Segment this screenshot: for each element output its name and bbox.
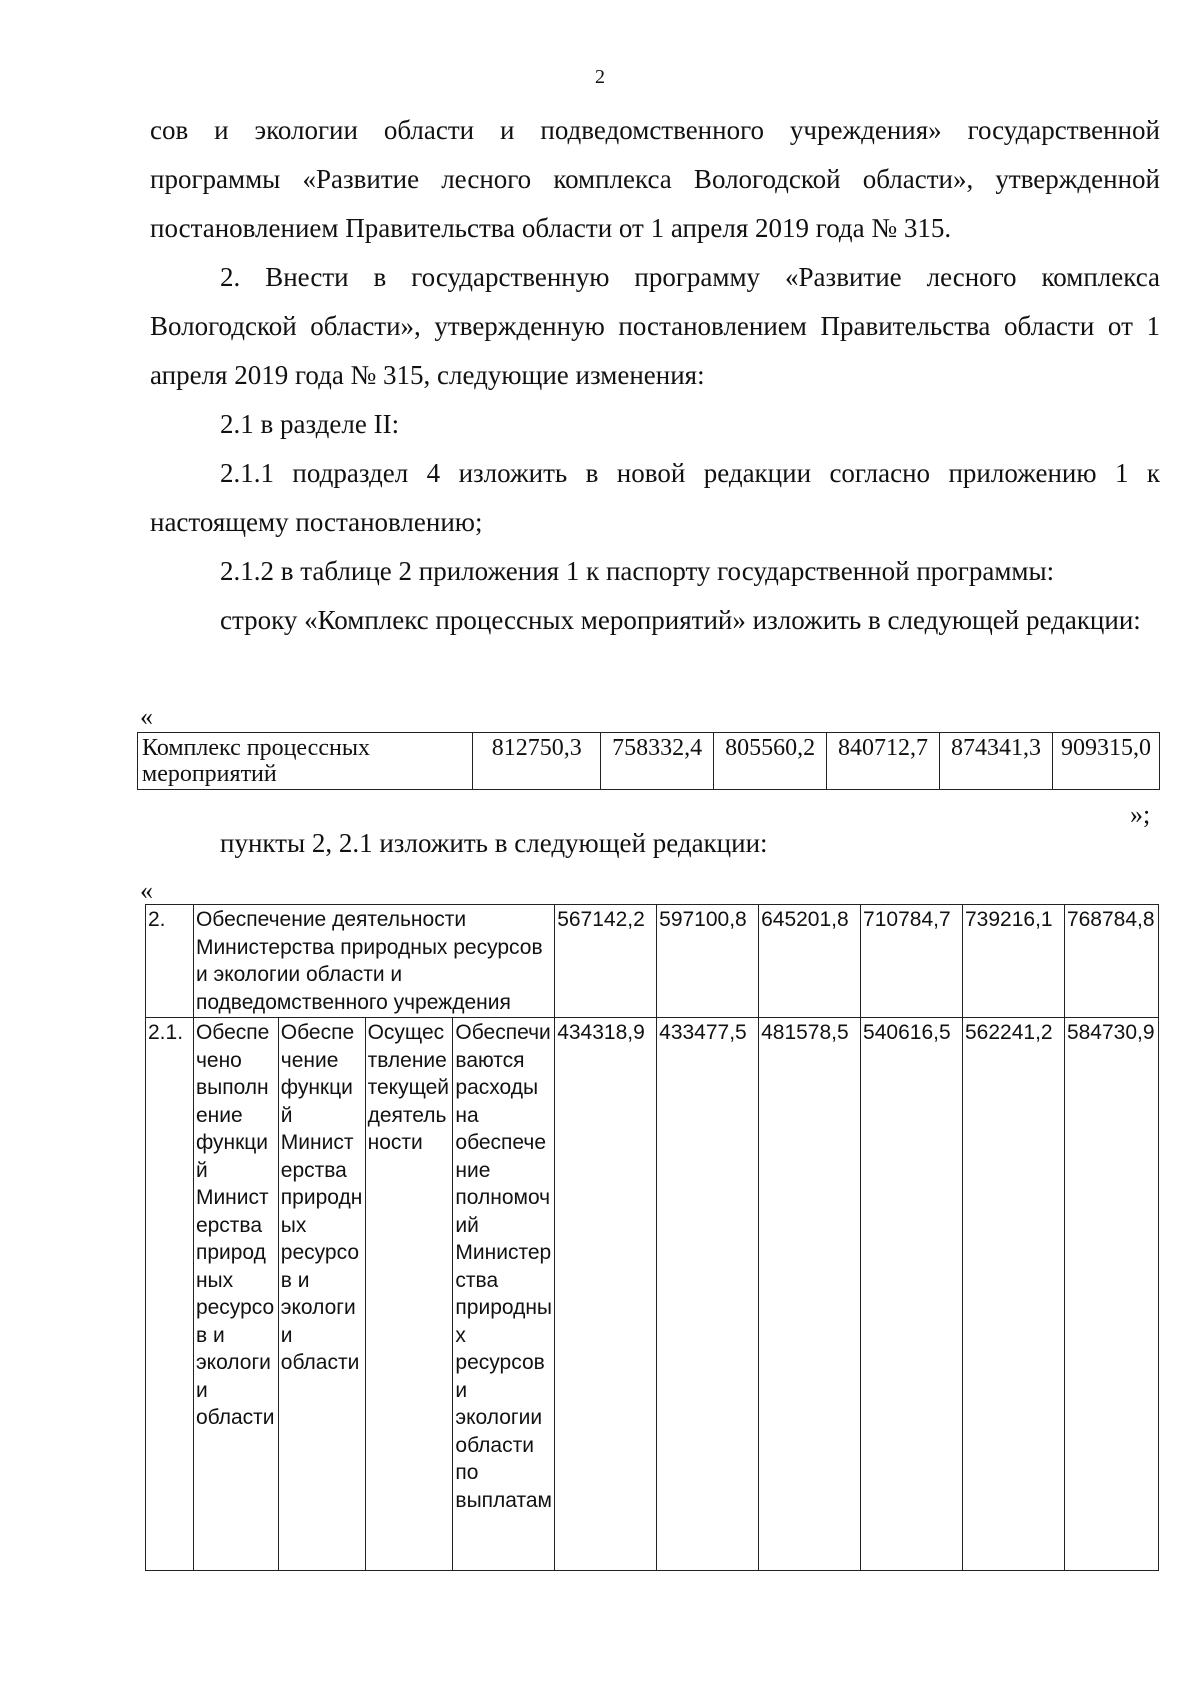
paragraph-item-2-1: 2.1 в разделе II: xyxy=(220,409,400,439)
row-label: Комплекс процессных мероприятий xyxy=(138,733,473,790)
paragraph-item-2: 2. Внести в государственную программу «Развитие лесного комплекса Вологодской области», утвержденную постановлением Правительства области от 1 апреля 2019 года № 315, следующие изменения: xyxy=(150,262,1160,390)
value-cell: 584730,9 xyxy=(1064,1018,1158,1571)
document-body-2 xyxy=(150,819,1160,868)
table-row xyxy=(146,1018,1159,1571)
value-cell: 840712,7 xyxy=(827,733,940,790)
result-cell: Обеспечено выполнение функций Министерства природных ресурсов и экологии области xyxy=(193,1018,278,1571)
closing-quote-1: »; xyxy=(1130,800,1151,829)
value-cell: 710784,7 xyxy=(861,905,963,1018)
row-number: 2.1. xyxy=(146,1018,194,1571)
value-cell: 805560,2 xyxy=(714,733,827,790)
process-measures-table xyxy=(137,732,1160,790)
paragraph-item-2-1-2: 2.1.2 в таблице 2 приложения 1 к паспорту государственной программы: xyxy=(220,556,1055,586)
activity-cell: Осуществление текущей деятельности xyxy=(365,1018,453,1571)
row-description: Обеспечение деятельности Министерства природных ресурсов и экологии области и подведомственного учреждения xyxy=(193,905,554,1018)
document-body xyxy=(150,106,1160,645)
value-cell: 481578,5 xyxy=(759,1018,861,1571)
paragraph-item-2-1-1: 2.1.1 подраздел 4 изложить в новой редакции согласно приложению 1 к настоящему постановлению; xyxy=(150,458,1160,537)
paragraph-row-instruction: строку «Комплекс процессных мероприятий» изложить в следующей редакции: xyxy=(220,605,1141,635)
value-cell: 758332,4 xyxy=(601,733,714,790)
value-cell: 562241,2 xyxy=(963,1018,1065,1571)
paragraph-continuation: сов и экологии области и подведомственного учреждения» государственной программы «Развитие лесного комплекса Вологодской области», утвержденной постановлением Правительства области от 1 апреля 2019 года № 315. xyxy=(150,115,1160,243)
value-cell: 434318,9 xyxy=(555,1018,657,1571)
value-cell: 874341,3 xyxy=(940,733,1053,790)
value-cell: 433477,5 xyxy=(657,1018,759,1571)
value-cell: 567142,2 xyxy=(555,905,657,1018)
paragraph-points-instruction: пункты 2, 2.1 изложить в следующей редакции: xyxy=(220,828,768,858)
points-table xyxy=(145,904,1159,1571)
page-number: 2 xyxy=(595,66,605,88)
row-number: 2. xyxy=(146,905,194,1018)
value-cell: 645201,8 xyxy=(759,905,861,1018)
table-row xyxy=(138,733,1160,790)
opening-quote-1: « xyxy=(140,702,153,731)
value-cell: 812750,3 xyxy=(473,733,601,790)
value-cell: 739216,1 xyxy=(963,905,1065,1018)
value-cell: 597100,8 xyxy=(657,905,759,1018)
table-row xyxy=(146,905,1159,1018)
value-cell: 540616,5 xyxy=(861,1018,963,1571)
task-cell: Обеспечение функций Министерства природных ресурсов и экологии области xyxy=(278,1018,365,1571)
expenses-cell: Обеспечиваются расходы на обеспечение полномочий Министерства природных ресурсов и экологии области по выплатам xyxy=(453,1018,555,1571)
value-cell: 909315,0 xyxy=(1052,733,1159,790)
value-cell: 768784,8 xyxy=(1064,905,1158,1018)
opening-quote-2: « xyxy=(140,876,153,905)
